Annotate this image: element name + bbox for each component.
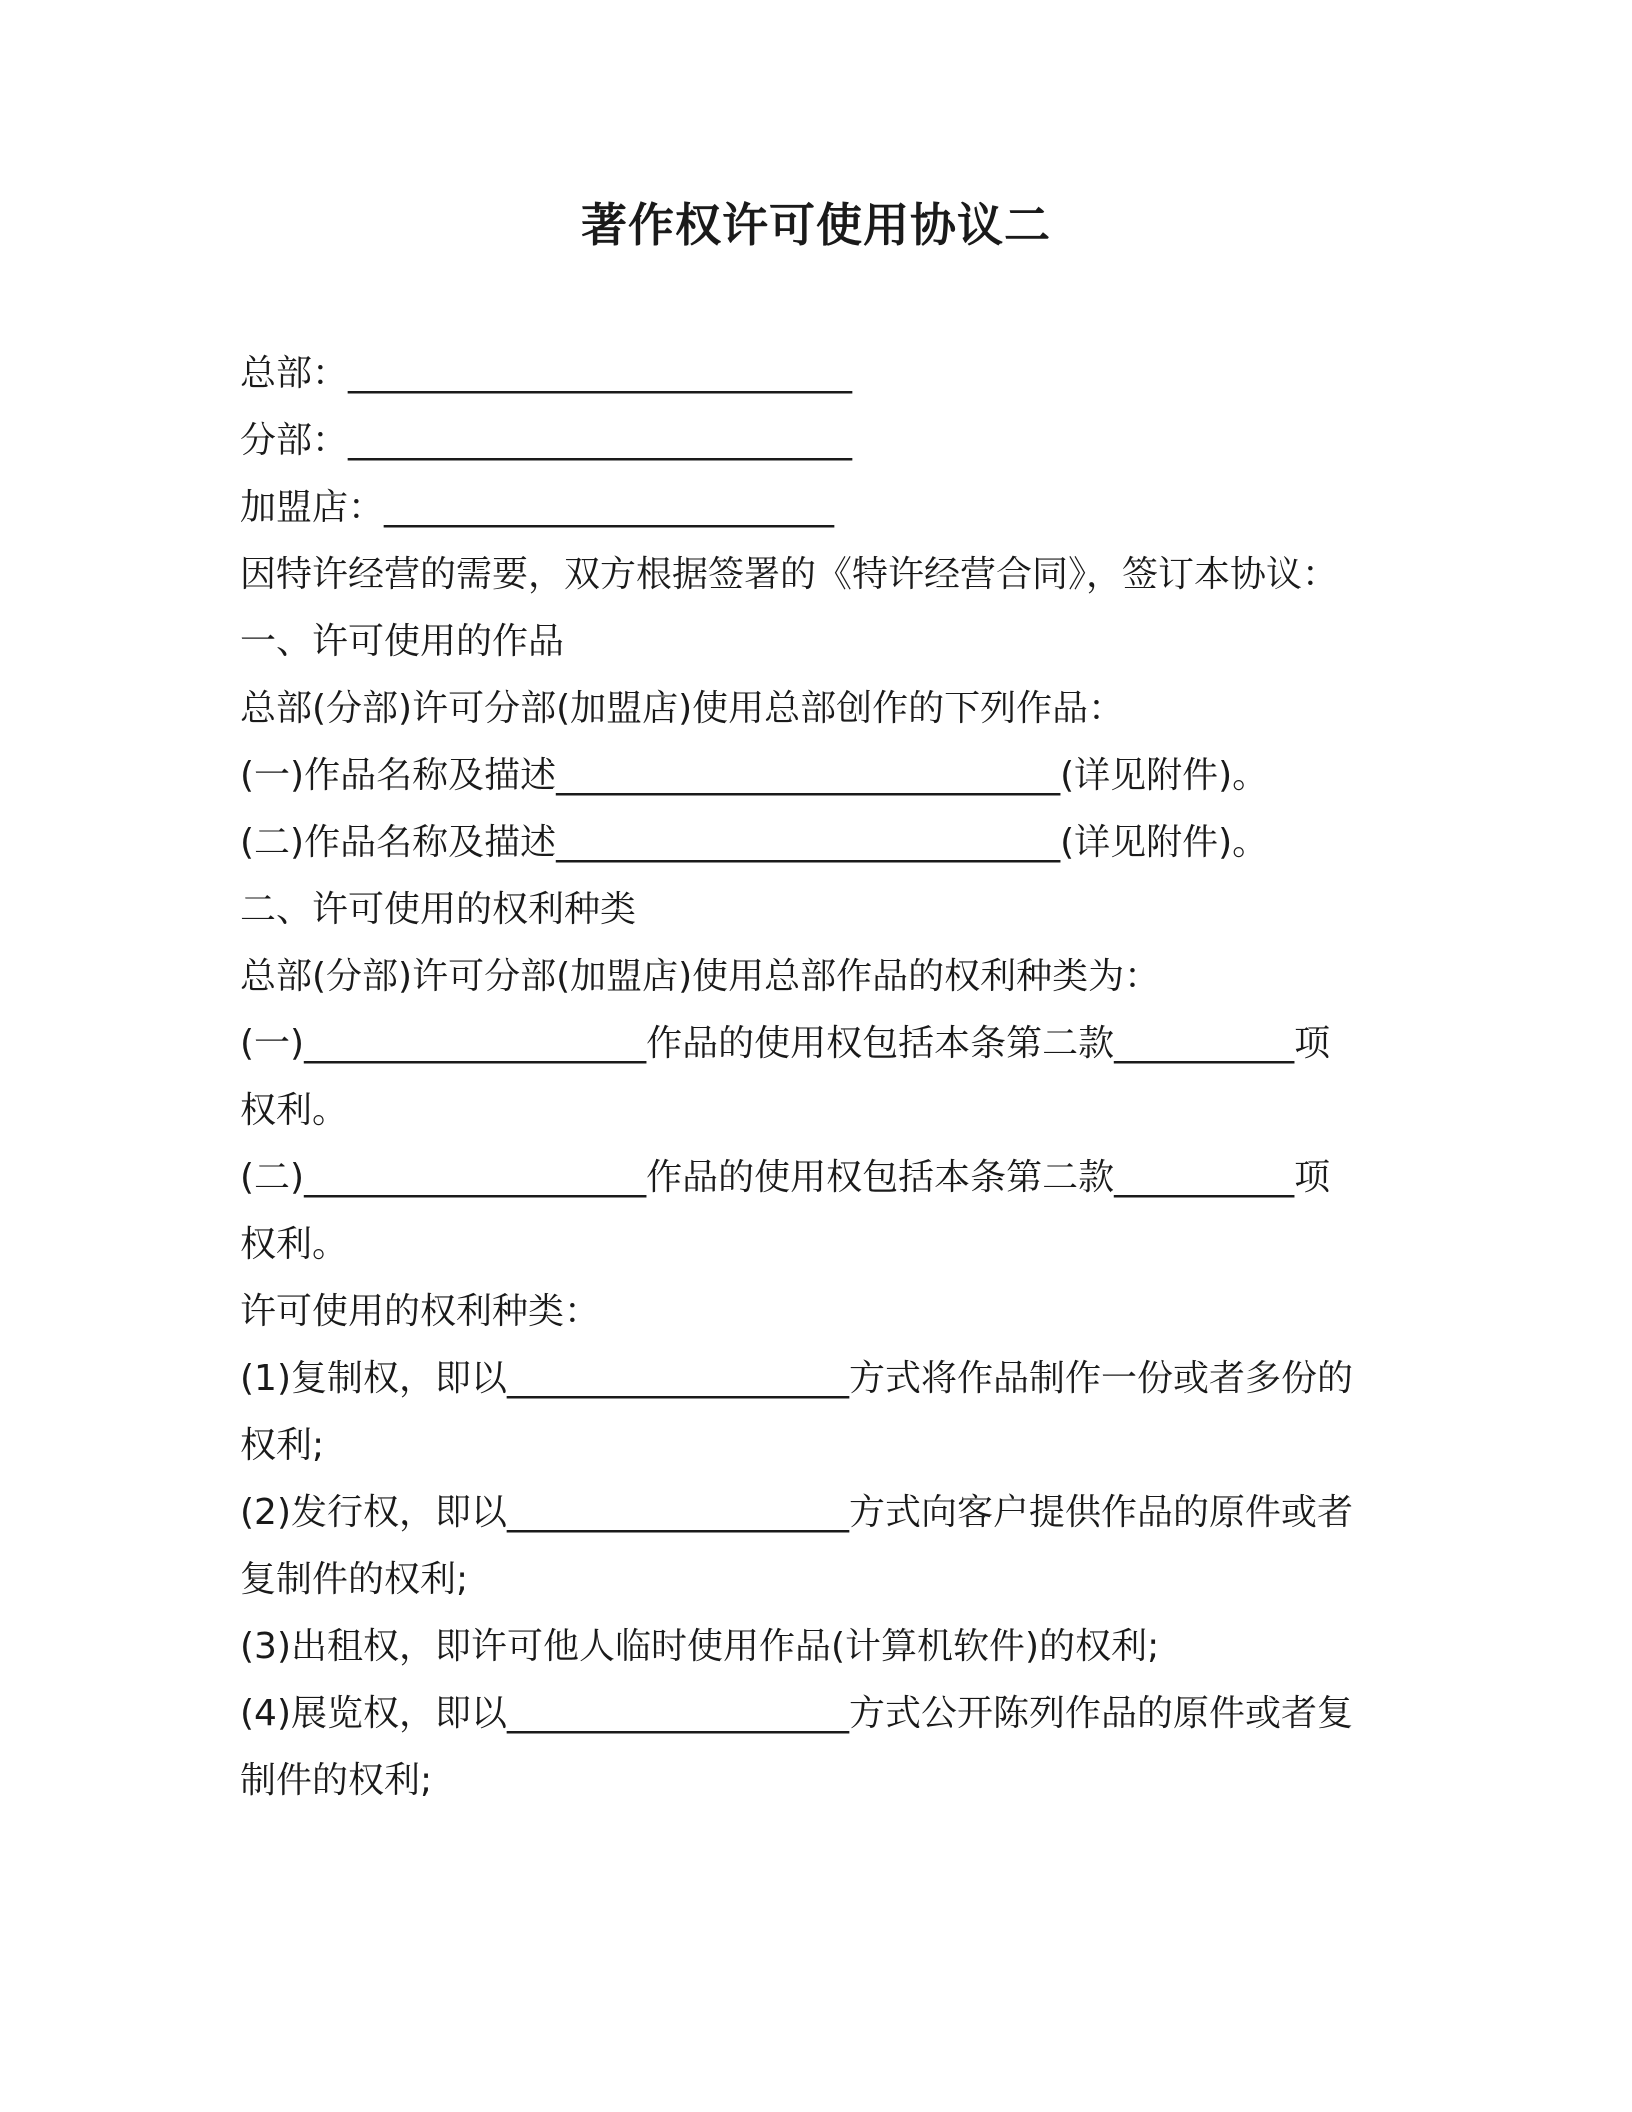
text-line: (4)展览权，即以___________________方式公开陈列作品的原件或者复 — [240, 1693, 1353, 1734]
document-title: 著作权许可使用协议二 — [581, 198, 1051, 252]
text-line-franchisee: 加盟店：_________________________ — [240, 487, 835, 528]
text-line: 权利; — [240, 1425, 325, 1466]
text-line: (1)复制权，即以___________________方式将作品制作一份或者多份的 — [240, 1358, 1353, 1399]
text-line: (二)___________________作品的使用权包括本条第二款__________项 — [240, 1157, 1331, 1198]
text-line: (3)出租权，即许可他人临时使用作品(计算机软件)的权利; — [240, 1626, 1160, 1667]
text-line: (二)作品名称及描述____________________________(详见附件)。 — [240, 822, 1269, 863]
document-body — [240, 340, 1400, 1814]
section-heading-rights: 二、许可使用的权利种类 — [240, 889, 637, 930]
text-line: (一)___________________作品的使用权包括本条第二款__________项 — [240, 1023, 1331, 1064]
text-line: (一)作品名称及描述____________________________(详见附件)。 — [240, 755, 1269, 796]
text-line: 复制件的权利; — [240, 1559, 469, 1600]
text-line: (2)发行权，即以___________________方式向客户提供作品的原件或者 — [240, 1492, 1353, 1533]
text-line: 权利。 — [240, 1090, 349, 1131]
text-line-hq: 总部：____________________________ — [240, 353, 853, 394]
text-line-branch: 分部：____________________________ — [240, 420, 853, 461]
section-heading-works: 一、许可使用的作品 — [240, 621, 565, 662]
text-line: 总部(分部)许可分部(加盟店)使用总部创作的下列作品： — [240, 688, 1125, 729]
text-line: 总部(分部)许可分部(加盟店)使用总部作品的权利种类为： — [240, 956, 1161, 997]
text-line: 制件的权利; — [240, 1760, 433, 1801]
text-line-preamble: 因特许经营的需要，双方根据签署的《特许经营合同》，签订本协议： — [240, 554, 1339, 595]
text-line: 许可使用的权利种类： — [240, 1291, 601, 1332]
text-line: 权利。 — [240, 1224, 349, 1265]
